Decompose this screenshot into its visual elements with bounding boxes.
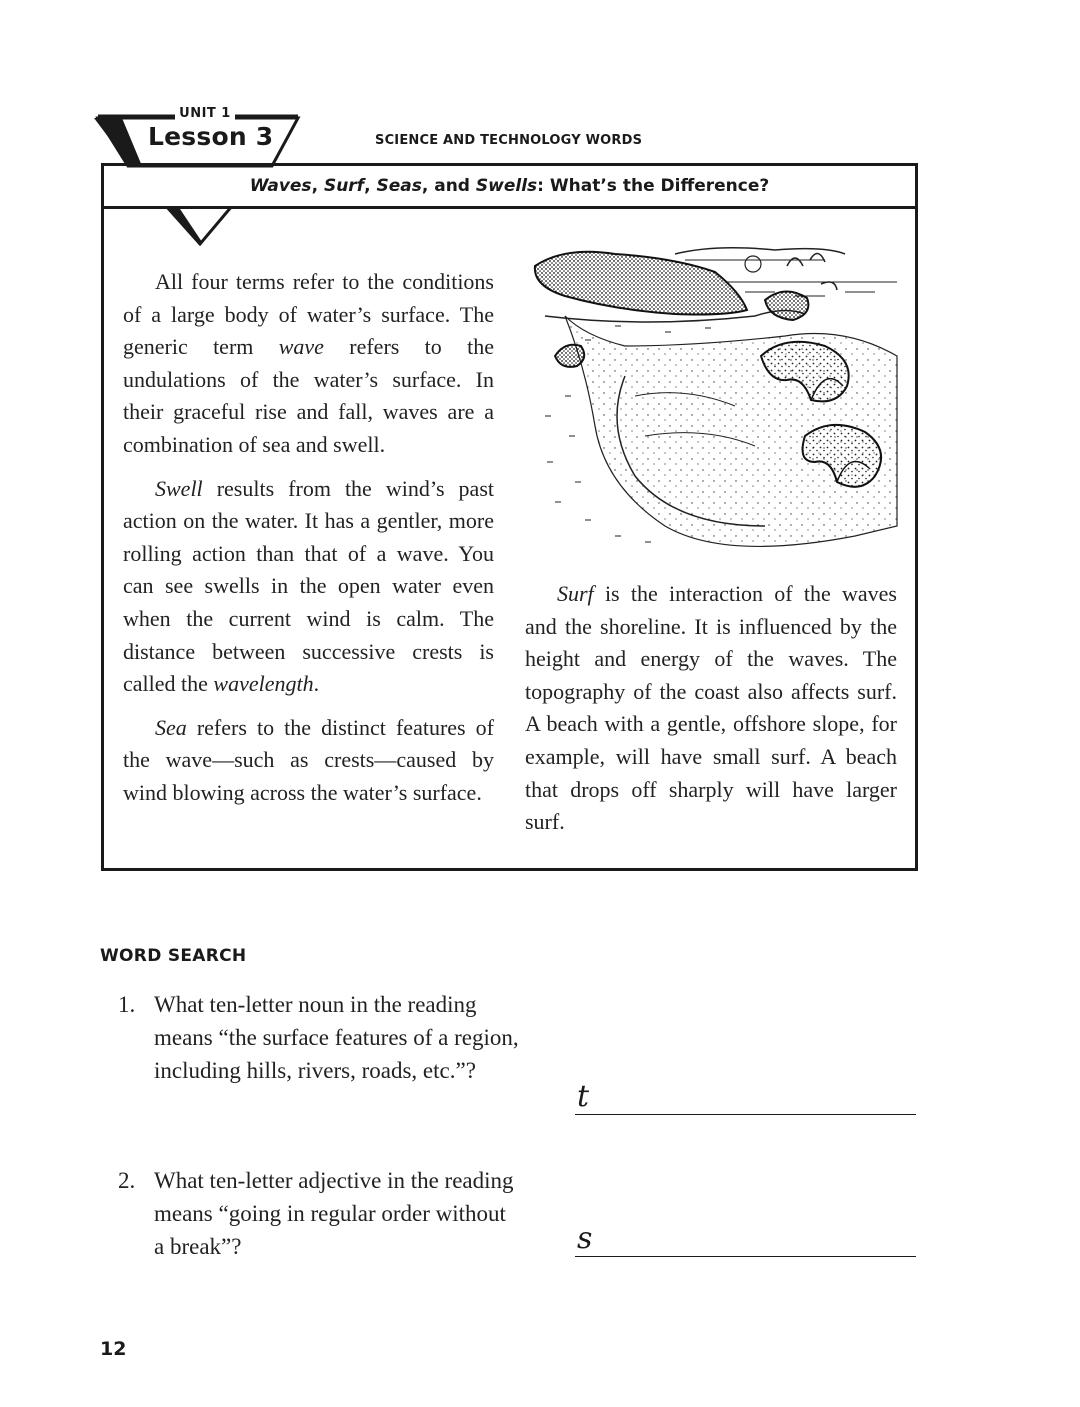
- p1-text-a: All four terms refer to the conditions of a large body of water’s surface. The generic term: [123, 269, 494, 360]
- question-text: What ten-letter adjective in the reading means “going in regular order without a break”?: [154, 1168, 514, 1259]
- title-sep-2: ,: [364, 176, 377, 196]
- term-sea: Sea: [155, 714, 187, 740]
- category-label: SCIENCE AND TECHNOLOGY WORDS: [375, 133, 643, 148]
- paragraph-wave: [123, 266, 494, 462]
- question-1: [118, 988, 518, 1128]
- answer-hint: s: [577, 1221, 593, 1256]
- left-column: [123, 266, 494, 821]
- question-number: 2.: [118, 1168, 136, 1193]
- paragraph-sea: [123, 712, 494, 810]
- answer-line-1[interactable]: [575, 1074, 916, 1115]
- reading-box: [101, 163, 918, 871]
- paragraph-surf: [525, 578, 897, 839]
- term-wave: wave: [278, 334, 324, 360]
- coastline-waves-illustration: [525, 236, 901, 566]
- term-surf: Surf: [557, 581, 594, 606]
- right-column: [525, 578, 897, 850]
- question-2: [118, 1164, 518, 1274]
- p3-text-b: refers to the distinct features of the wave—such as crests—caused by wind blowing across the water’s surface.: [123, 714, 494, 805]
- word-search-heading: WORD SEARCH: [100, 946, 247, 966]
- answer-line-2[interactable]: [575, 1216, 916, 1257]
- lesson-label: Lesson 3: [148, 122, 274, 151]
- reading-title: [104, 166, 915, 209]
- title-sep-3: , and: [421, 176, 476, 196]
- unit-label: UNIT 1: [175, 106, 235, 122]
- title-question: : What’s the Difference?: [537, 176, 770, 196]
- answer-hint: t: [577, 1079, 590, 1114]
- paragraph-swell: [123, 473, 494, 701]
- p2-text-d: .: [313, 671, 320, 697]
- question-text: What ten-letter noun in the reading means “the surface features of a region, including hills, rivers, roads, etc.”?: [154, 992, 519, 1083]
- p4-text-b: is the interaction of the waves and the shoreline. It is influenced by the height and energy of the waves. The topography of the coast also affects surf. A beach with a gentle, offshore slope, for example, will have small surf. A beach that drops off sharply will have larger surf.: [525, 581, 897, 835]
- p1-text-c: refers to the undulations of the water’s surface. In their graceful rise and fall, waves are a combination of sea and swell.: [123, 334, 494, 457]
- title-waves: Waves: [249, 176, 312, 196]
- term-wavelength: wavelength: [213, 671, 314, 697]
- title-seas: Seas: [376, 176, 422, 196]
- question-number: 1.: [118, 992, 136, 1017]
- title-surf: Surf: [323, 176, 365, 196]
- term-swell: Swell: [155, 475, 203, 501]
- title-sep-1: ,: [311, 176, 324, 196]
- title-swells: Swells: [475, 176, 538, 196]
- p2-text-b: results from the wind’s past action on the water. It has a gentler, more rolling action than that of a wave. You can see swells in the open water even when the current wind is calm. The distance between successive crests is called the: [123, 475, 494, 697]
- page-number: 12: [100, 1338, 127, 1360]
- down-arrow-icon: [164, 206, 234, 246]
